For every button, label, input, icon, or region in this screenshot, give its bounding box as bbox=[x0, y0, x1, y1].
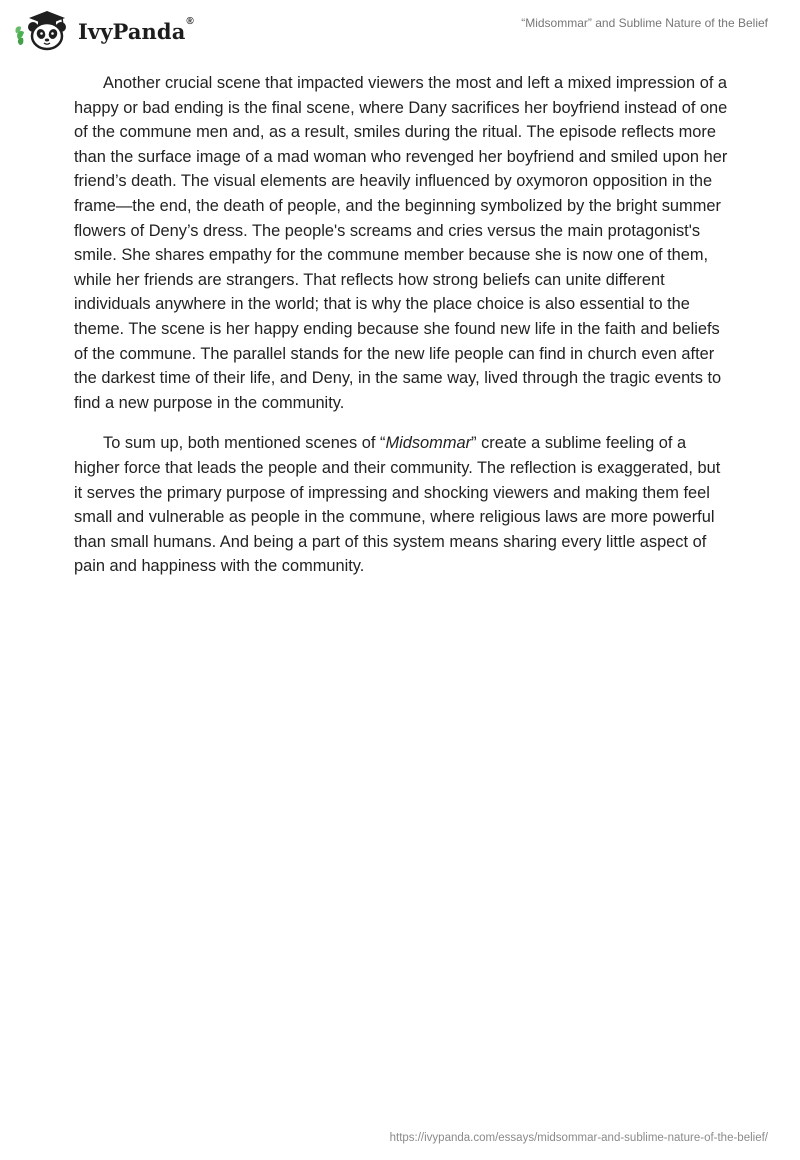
panda-mascot-icon bbox=[14, 9, 72, 51]
ivypanda-logo[interactable] bbox=[14, 9, 194, 51]
logo-text: IvyPanda bbox=[78, 18, 186, 44]
paragraph-2-rest: ” create a sublime feeling of a higher force that leads the people and their community. The reflection is exaggerated, but it serves the primary purpose of impressing and shocking viewers and making them feel small and vulnerable as people in the commune, where religious laws are more powerful than small humans. And being a part of this system means sharing every little aspect of pain and happiness with the community. bbox=[74, 434, 721, 576]
paragraph-2-lead: To sum up, both mentioned scenes of “ bbox=[103, 434, 386, 453]
paragraph-1: Another crucial scene that impacted viewers the most and left a mixed impression of a happy or bad ending is the final scene, where Dany sacrifices her boyfriend instead of one of the commune men and, as a result, smiles during the ritual. The episode reflects more than the surface image of a mad woman who revenged her boyfriend and smiled upon her friend’s death. The visual elements are heavily influenced by oxymoron opposition in the frame—the end, the death of people, and the beginning symbolized by the bright summer flowers of Deny’s dress. The people's screams and cries versus the main protagonist's smile. She shares empathy for the commune member because she is now one of them, while her friends are strangers. That reflects how strong beliefs can unite different individuals anywhere in the world; that is why the place choice is also essential to the theme. The scene is her happy ending because she found new life in the faith and beliefs of the commune. The parallel stands for the new life people can find in church even after the darkest time of their life, and Deny, in the same way, lived through the tragic events to find a new purpose in the community. bbox=[74, 74, 728, 412]
running-title: “Midsommar” and Sublime Nature of the Belief bbox=[521, 16, 768, 30]
paragraph-2 bbox=[74, 431, 730, 579]
page-header bbox=[0, 0, 800, 60]
essay-body bbox=[74, 71, 730, 595]
registered-mark: ® bbox=[186, 15, 194, 27]
film-title: Midsommar bbox=[385, 434, 472, 453]
source-url-link[interactable]: https://ivypanda.com/essays/midsommar-and-sublime-nature-of-the-belief/ bbox=[389, 1132, 768, 1144]
logo-wordmark bbox=[78, 15, 194, 44]
